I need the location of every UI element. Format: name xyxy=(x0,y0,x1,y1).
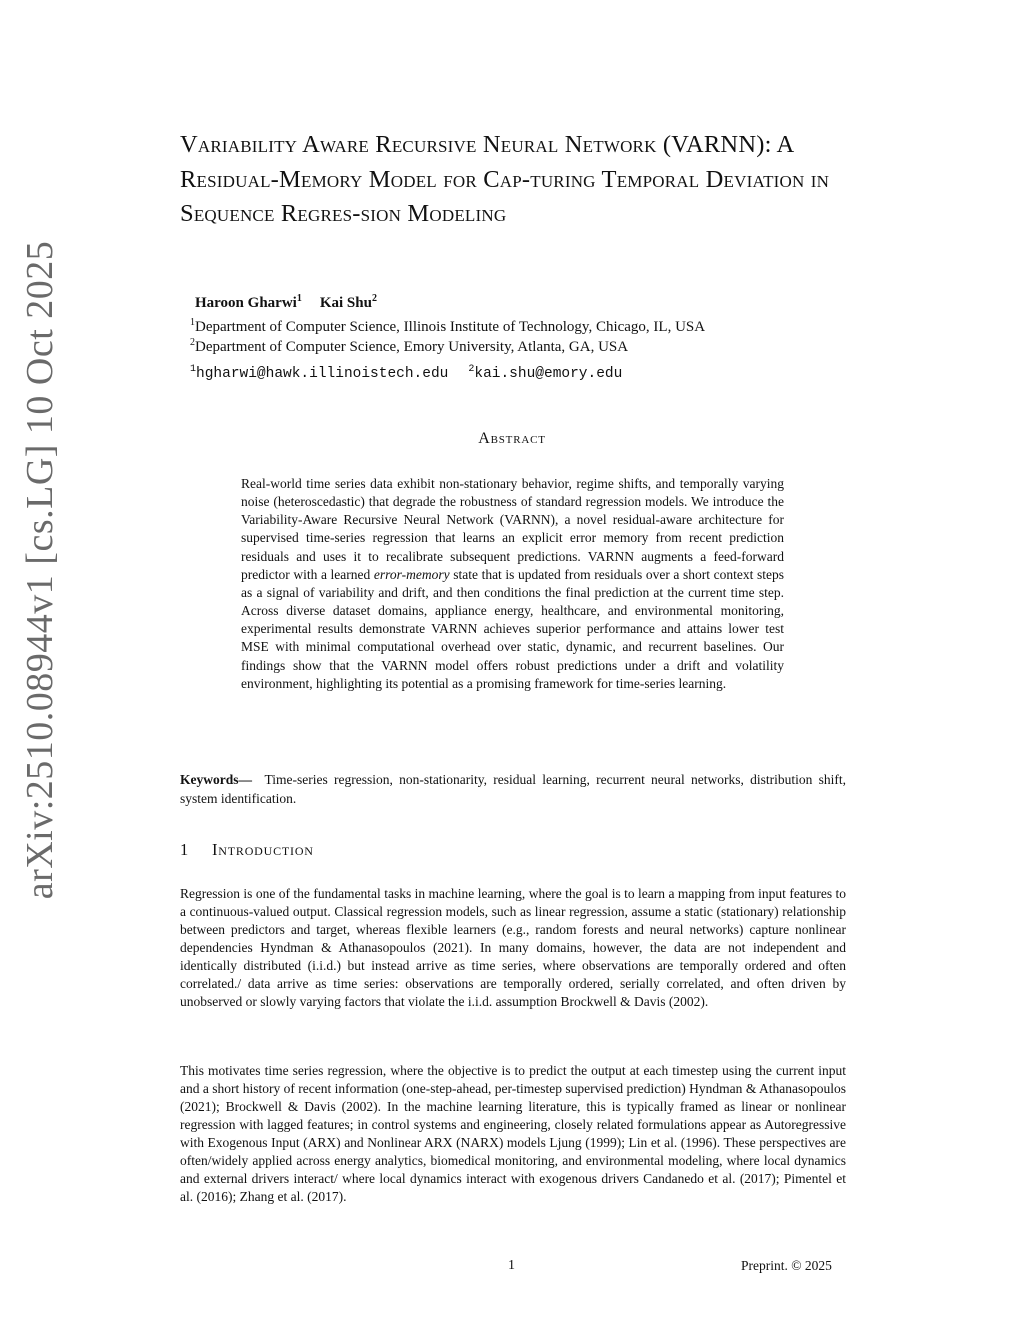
affiliation-mark: 2 xyxy=(190,337,195,348)
keywords-label: Keywords— xyxy=(180,772,252,787)
email-line xyxy=(190,364,622,382)
author-name: Kai Shu xyxy=(319,295,372,311)
section-title: Introduction xyxy=(212,840,314,859)
keywords-text: Time-series regression, non-stationarity, residual learning, recurrent neural networks, distribution shift, system identification. xyxy=(180,772,846,806)
section-number: 1 xyxy=(180,840,190,859)
paper-title: Variability Aware Recursive Neural Network (VARNN): A Residual-Memory Model for Cap-turing Temporal Deviation in Sequence Regres-sion Modeling xyxy=(180,131,830,227)
email-address[interactable]: hgharwi@hawk.illinoistech.edu xyxy=(196,365,449,382)
affiliation-line xyxy=(190,317,705,336)
abstract-text-part: Real-world time series data exhibit non-stationary behavior, regime shifts, and temporally varying noise (heteroscedastic) that degrade the robustness of standard regression models. We introduce the Variability-Aware Recursive Neural Network (VARNN), a novel residual-aware architecture for supervised time-series regression that learns an explicit error memory from recent prediction residuals and uses it to recalibrate subsequent predictions. VARNN augments a feed-forward predictor with a learned xyxy=(241,476,784,582)
author-mark: 1 xyxy=(296,293,302,304)
abstract-text xyxy=(241,475,784,693)
body-paragraph: Regression is one of the fundamental tasks in machine learning, where the goal is to learn a mapping from input features to a continuous-valued output. Classical regression models, such as linear regression, assume a static (stationary) relationship between predictors and target, whereas flexible learners (e.g., random forests and neural networks) capture nonlinear dependencies Hyndman & Athanasopoulos (2021). In many domains, however, the data are not independent and identically distributed (i.i.d.) but instead arrive as time series, where observations are temporally ordered and often correlated./ data arrive as time series: observations are temporally ordered, serially correlated, and often driven by unobserved or slowly varying factors that violate the i.i.d. assumption Brockwell & Davis (2002). xyxy=(180,886,846,1010)
abstract-text-part: state that is updated from residuals over a short context steps as a signal of variability and drift, and then conditions the final prediction at the current time step. Across diverse dataset domains, appliance energy, healthcare, and environmental monitoring, experimental results demonstrate VARNN achieves superior performance and attains lower test MSE with minimal computational overhead over static, dynamic, and recurrent baselines. Our findings show that the VARNN model offers robust predictions under a drift and volatility environment, highlighting its potential as a promising framework for time-series learning. xyxy=(241,566,784,691)
body-paragraph: This motivates time series regression, where the objective is to predict the output at each timestep using the current input and a short history of recent information (one-step-ahead, per-timestep supervised prediction) Hyndman & Athanasopoulos (2021); Brockwell & Davis (2002). In the machine learning literature, this is typically framed as linear or nonlinear regression with lagged features; in control systems and engineering, closely related formulations appear as Autoregressive with Exogenous Input (ARX) and Nonlinear ARX (NARX) models Ljung (1999); Lin et al. (1996). These perspectives are often/widely applied across energy analytics, biomedical monitoring, and environmental modeling, where local dynamics and external drivers interact/ where local dynamics interact with exogenous drivers Candanedo et al. (2017); Pimentel et al. (2016); Zhang et al. (2017). xyxy=(180,1063,846,1205)
email-mark: 2 xyxy=(468,364,475,375)
abstract-heading: Abstract xyxy=(478,430,546,447)
email-mark: 1 xyxy=(190,364,197,375)
preprint-note: Preprint. © 2025 xyxy=(741,1258,832,1273)
section-heading xyxy=(180,840,314,860)
keywords xyxy=(180,770,846,808)
affiliation-text: Department of Computer Science, Illinois Institute of Technology, Chicago, IL, USA xyxy=(195,319,706,335)
page-number: 1 xyxy=(508,1258,515,1273)
abstract-emphasis: error-memory xyxy=(373,566,450,582)
affiliation-line xyxy=(190,337,628,356)
author-name: Haroon Gharwi xyxy=(195,295,297,311)
arxiv-identifier-stamp xyxy=(15,180,65,960)
affiliation-mark: 1 xyxy=(190,317,195,328)
author-list xyxy=(195,293,377,312)
arxiv-identifier-text: arXiv:2510.08944v1 [cs.LG] 10 Oct 2025 xyxy=(19,240,61,900)
author-mark: 2 xyxy=(371,293,377,304)
affiliation-text: Department of Computer Science, Emory University, Atlanta, GA, USA xyxy=(195,339,629,355)
email-address[interactable]: kai.shu@emory.edu xyxy=(474,365,623,382)
